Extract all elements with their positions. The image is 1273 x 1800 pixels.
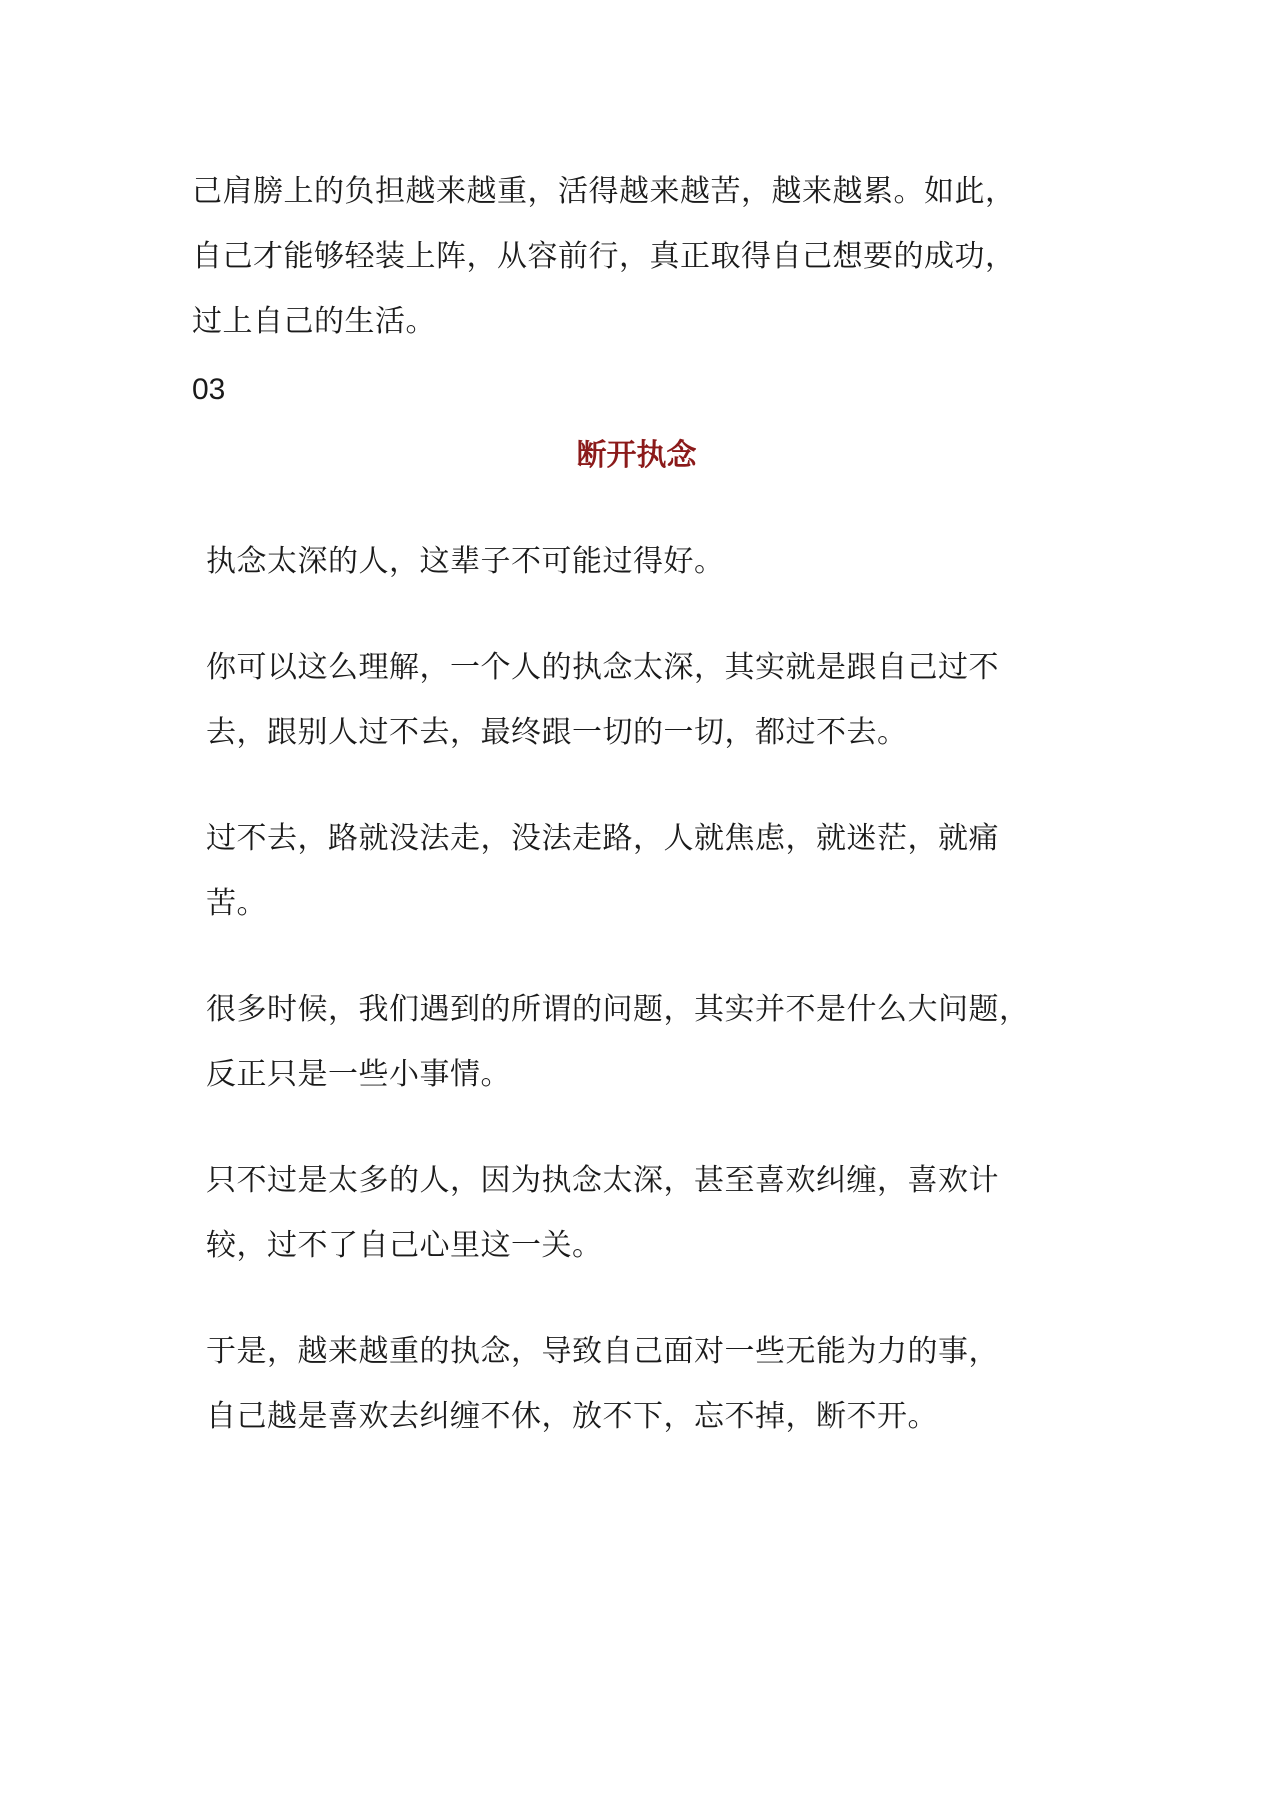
intro-line-3: 过上自己的生活。: [192, 304, 436, 339]
paragraph-line: 去，跟别人过不去，最终跟一切的一切，都过不去。: [206, 715, 908, 750]
intro-line-1: 己肩膀上的负担越来越重，活得越来越苦，越来越累。如此，: [192, 174, 1016, 209]
paragraph-line: 较，过不了自己心里这一关。: [206, 1228, 603, 1263]
section-title: 断开执念: [576, 438, 697, 473]
paragraph-line: 只不过是太多的人，因为执念太深，甚至喜欢纠缠，喜欢计: [206, 1163, 999, 1198]
paragraph-line: 你可以这么理解，一个人的执念太深，其实就是跟自己过不: [206, 650, 999, 685]
paragraph-line: 过不去，路就没法走，没法走路，人就焦虑，就迷茫，就痛: [206, 821, 999, 856]
paragraph-line: 自己越是喜欢去纠缠不休，放不下，忘不掉，断不开。: [206, 1399, 938, 1434]
paragraph-line: 很多时候，我们遇到的所谓的问题，其实并不是什么大问题，: [206, 992, 1030, 1027]
paragraph-line: 苦。: [206, 886, 267, 921]
paragraph-line: 反正只是一些小事情。: [206, 1057, 511, 1092]
paragraph-line: 于是，越来越重的执念，导致自己面对一些无能为力的事，: [206, 1334, 999, 1369]
intro-line-2: 自己才能够轻装上阵，从容前行，真正取得自己想要的成功，: [192, 239, 1016, 274]
section-number: 03: [192, 373, 226, 406]
paragraph-line: 执念太深的人，这辈子不可能过得好。: [206, 544, 725, 579]
